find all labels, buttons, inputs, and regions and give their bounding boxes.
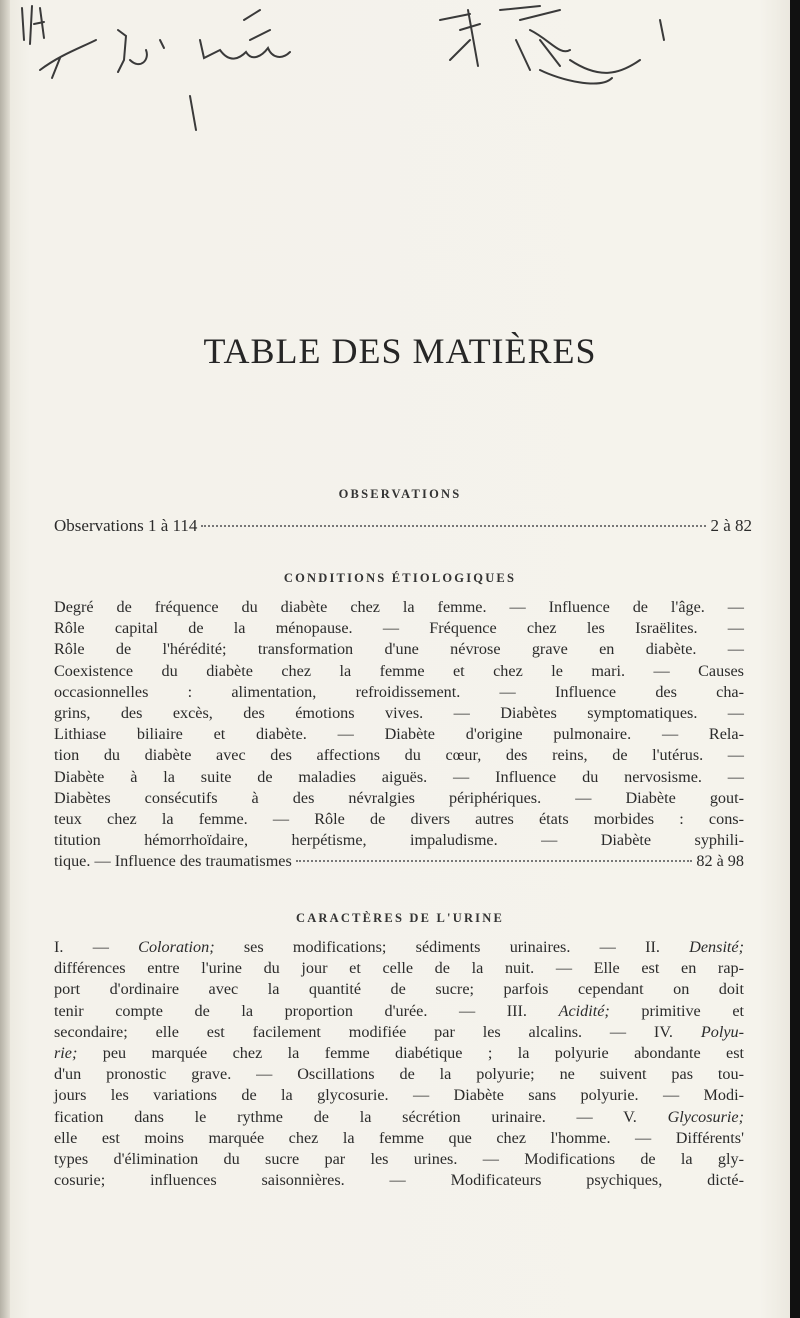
paragraph-line: occasionnelles : alimentation, refroidissement. — Influence des cha- (54, 682, 744, 701)
paragraph-line: Rôle capital de la ménopause. — Fréquence chez les Israëlites. — (54, 619, 744, 638)
italic-term: Densité; (689, 938, 745, 956)
paragraph-line: tenir compte de la proportion d'urée. — III. Acidité; primitive et (54, 1001, 744, 1020)
paragraph-line: elle est moins marquée chez la femme que chez l'homme. — Différents' (54, 1128, 744, 1147)
paragraph-line: secondaire; elle est facilement modifiée par les alcalins. — IV. Polyu- (54, 1022, 744, 1041)
section-heading-urine: CARACTÈRES DE L'URINE (295, 911, 505, 925)
dot-leader (201, 525, 706, 527)
toc-paragraph-urine (54, 937, 744, 1191)
toc-entry-text: Observations 1 à 114 (54, 516, 198, 535)
paragraph-line: I. — Coloration; ses modifications; sédiments urinaires. — II. Densité; (54, 938, 745, 956)
italic-term: Glycosurie; (667, 1107, 744, 1126)
toc-entry-pages: 82 à 98 (696, 852, 744, 871)
paragraph-line: tion du diabète avec des affections du cœur, des reins, de l'utérus. — (54, 746, 744, 765)
paragraph-line: port d'ordinaire avec la quantité de sucre; parfois cependant on doit (54, 980, 744, 999)
paragraph-line: types d'élimination du sucre par les urines. — Modifications de la gly- (54, 1150, 744, 1169)
italic-term: rie; (54, 1044, 78, 1063)
section-heading-observations: OBSERVATIONS (338, 487, 462, 501)
paragraph-line: différences entre l'urine du jour et celle de la nuit. — Elle est en rap- (54, 959, 744, 978)
paragraph-line: Coexistence du diabète chez la femme et chez le mari. — Causes (54, 661, 744, 680)
page-title: TABLE DES MATIÈRES (203, 331, 597, 371)
italic-term: Polyu- (700, 1022, 744, 1041)
toc-entry-text: tique. — Influence des traumatismes (54, 852, 292, 871)
paragraph-line: titution hémorrhoïdaire, herpétisme, impaludisme. — Diabète syphili- (54, 831, 744, 850)
paragraph-line: teux chez la femme. — Rôle de divers autres états morbides : cons- (54, 810, 744, 829)
paragraph-line: jours les variations de la glycosurie. — Diabète sans polyurie. — Modi- (54, 1086, 744, 1105)
page-edge-shadow (0, 0, 10, 1318)
paragraph-line: Diabètes consécutifs à des névralgies périphériques. — Diabète gout- (54, 788, 744, 807)
paragraph-line: Degré de fréquence du diabète chez la femme. — Influence de l'âge. — (54, 598, 744, 616)
toc-paragraph-conditions (54, 597, 744, 873)
section-heading-conditions: CONDITIONS ÉTIOLOGIQUES (283, 571, 517, 585)
paragraph-line: grins, des excès, des émotions vives. — Diabètes symptomatiques. — (54, 704, 744, 723)
toc-entry-observations (54, 516, 752, 536)
italic-term: Coloration; (138, 938, 215, 956)
toc-entry-pages: 2 à 82 (710, 516, 752, 535)
italic-term: Acidité; (558, 1001, 610, 1020)
toc-entry-conditions-last (54, 851, 744, 872)
paragraph-line: fication dans le rythme de la sécrétion urinaire. — V. Glycosurie; (54, 1107, 744, 1126)
handwritten-scribble (0, 0, 800, 140)
paragraph-line: rie; peu marquée chez la femme diabétique ; la polyurie abondante est (54, 1044, 744, 1063)
dot-leader (296, 860, 693, 862)
paragraph-line: d'un pronostic grave. — Oscillations de la polyurie; ne suivent pas tou- (54, 1065, 744, 1084)
paragraph-line: Rôle de l'hérédité; transformation d'une névrose grave en diabète. — (54, 640, 744, 659)
paragraph-line: Diabète à la suite de maladies aiguës. — Influence du nervosisme. — (54, 767, 744, 786)
paragraph-line: Lithiase biliaire et diabète. — Diabète d'origine pulmonaire. — Rela- (54, 725, 744, 744)
paragraph-line: cosurie; influences saisonnières. — Modificateurs psychiques, dicté- (54, 1171, 744, 1190)
